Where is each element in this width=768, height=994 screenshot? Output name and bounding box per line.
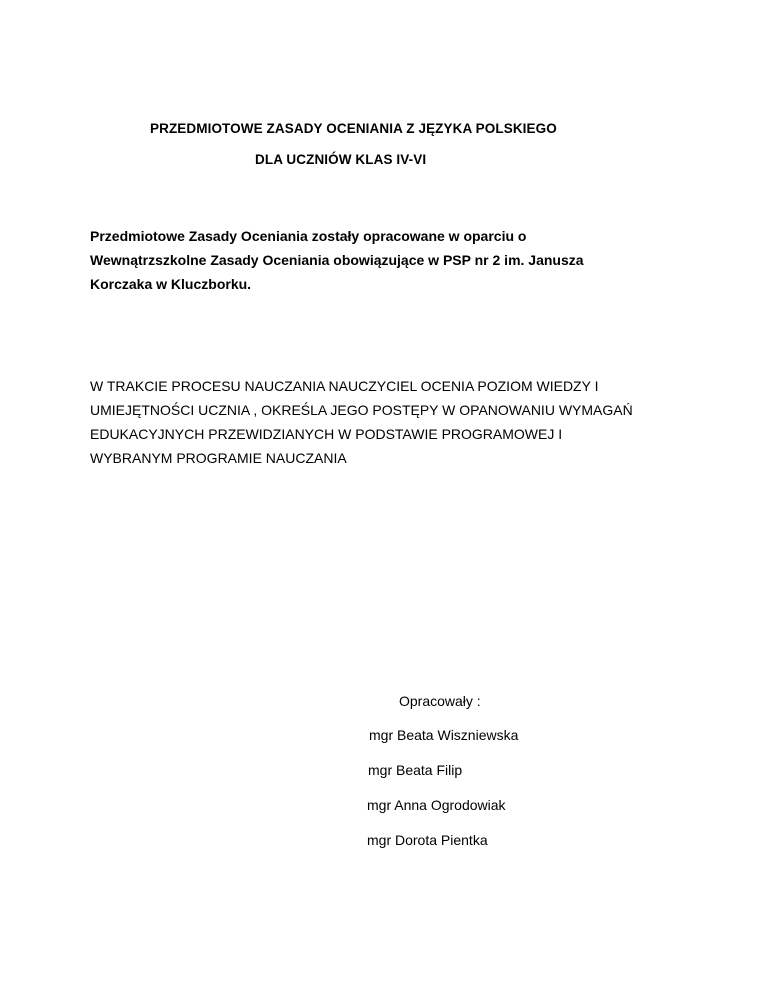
author-name: mgr Dorota Pientka [367, 832, 488, 848]
statement-line: WYBRANYM PROGRAMIE NAUCZANIA [90, 450, 347, 466]
document-title-line-1: PRZEDMIOTOWE ZASADY OCENIANIA Z JĘZYKA POLSKIEGO [150, 121, 557, 136]
statement-line: EDUKACYJNYCH PRZEWIDZIANYCH W PODSTAWIE PROGRAMOWEJ I [90, 426, 563, 442]
document-title-line-2: DLA UCZNIÓW KLAS IV-VI [255, 152, 427, 167]
author-name: mgr Beata Wiszniewska [369, 727, 519, 743]
intro-line: Korczaka w Kluczborku. [90, 276, 252, 292]
statement-paragraph [90, 374, 690, 470]
statement-line: W TRAKCIE PROCESU NAUCZANIA NAUCZYCIEL OCENIA POZIOM WIEDZY I [90, 378, 599, 394]
intro-line: Wewnątrzszkolne Zasady Oceniania obowiązujące w PSP nr 2 im. Janusza [90, 252, 584, 268]
author-name: mgr Beata Filip [368, 762, 463, 778]
intro-line: Przedmiotowe Zasady Oceniania zostały opracowane w oparciu o [90, 228, 527, 244]
statement-line: UMIEJĘTNOŚCI UCZNIA , OKREŚLA JEGO POSTĘPY W OPANOWANIU WYMAGAŃ [90, 402, 633, 418]
intro-paragraph [90, 224, 650, 296]
author-name: mgr Anna Ogrodowiak [367, 797, 506, 813]
authors-label: Opracowały : [399, 693, 481, 709]
